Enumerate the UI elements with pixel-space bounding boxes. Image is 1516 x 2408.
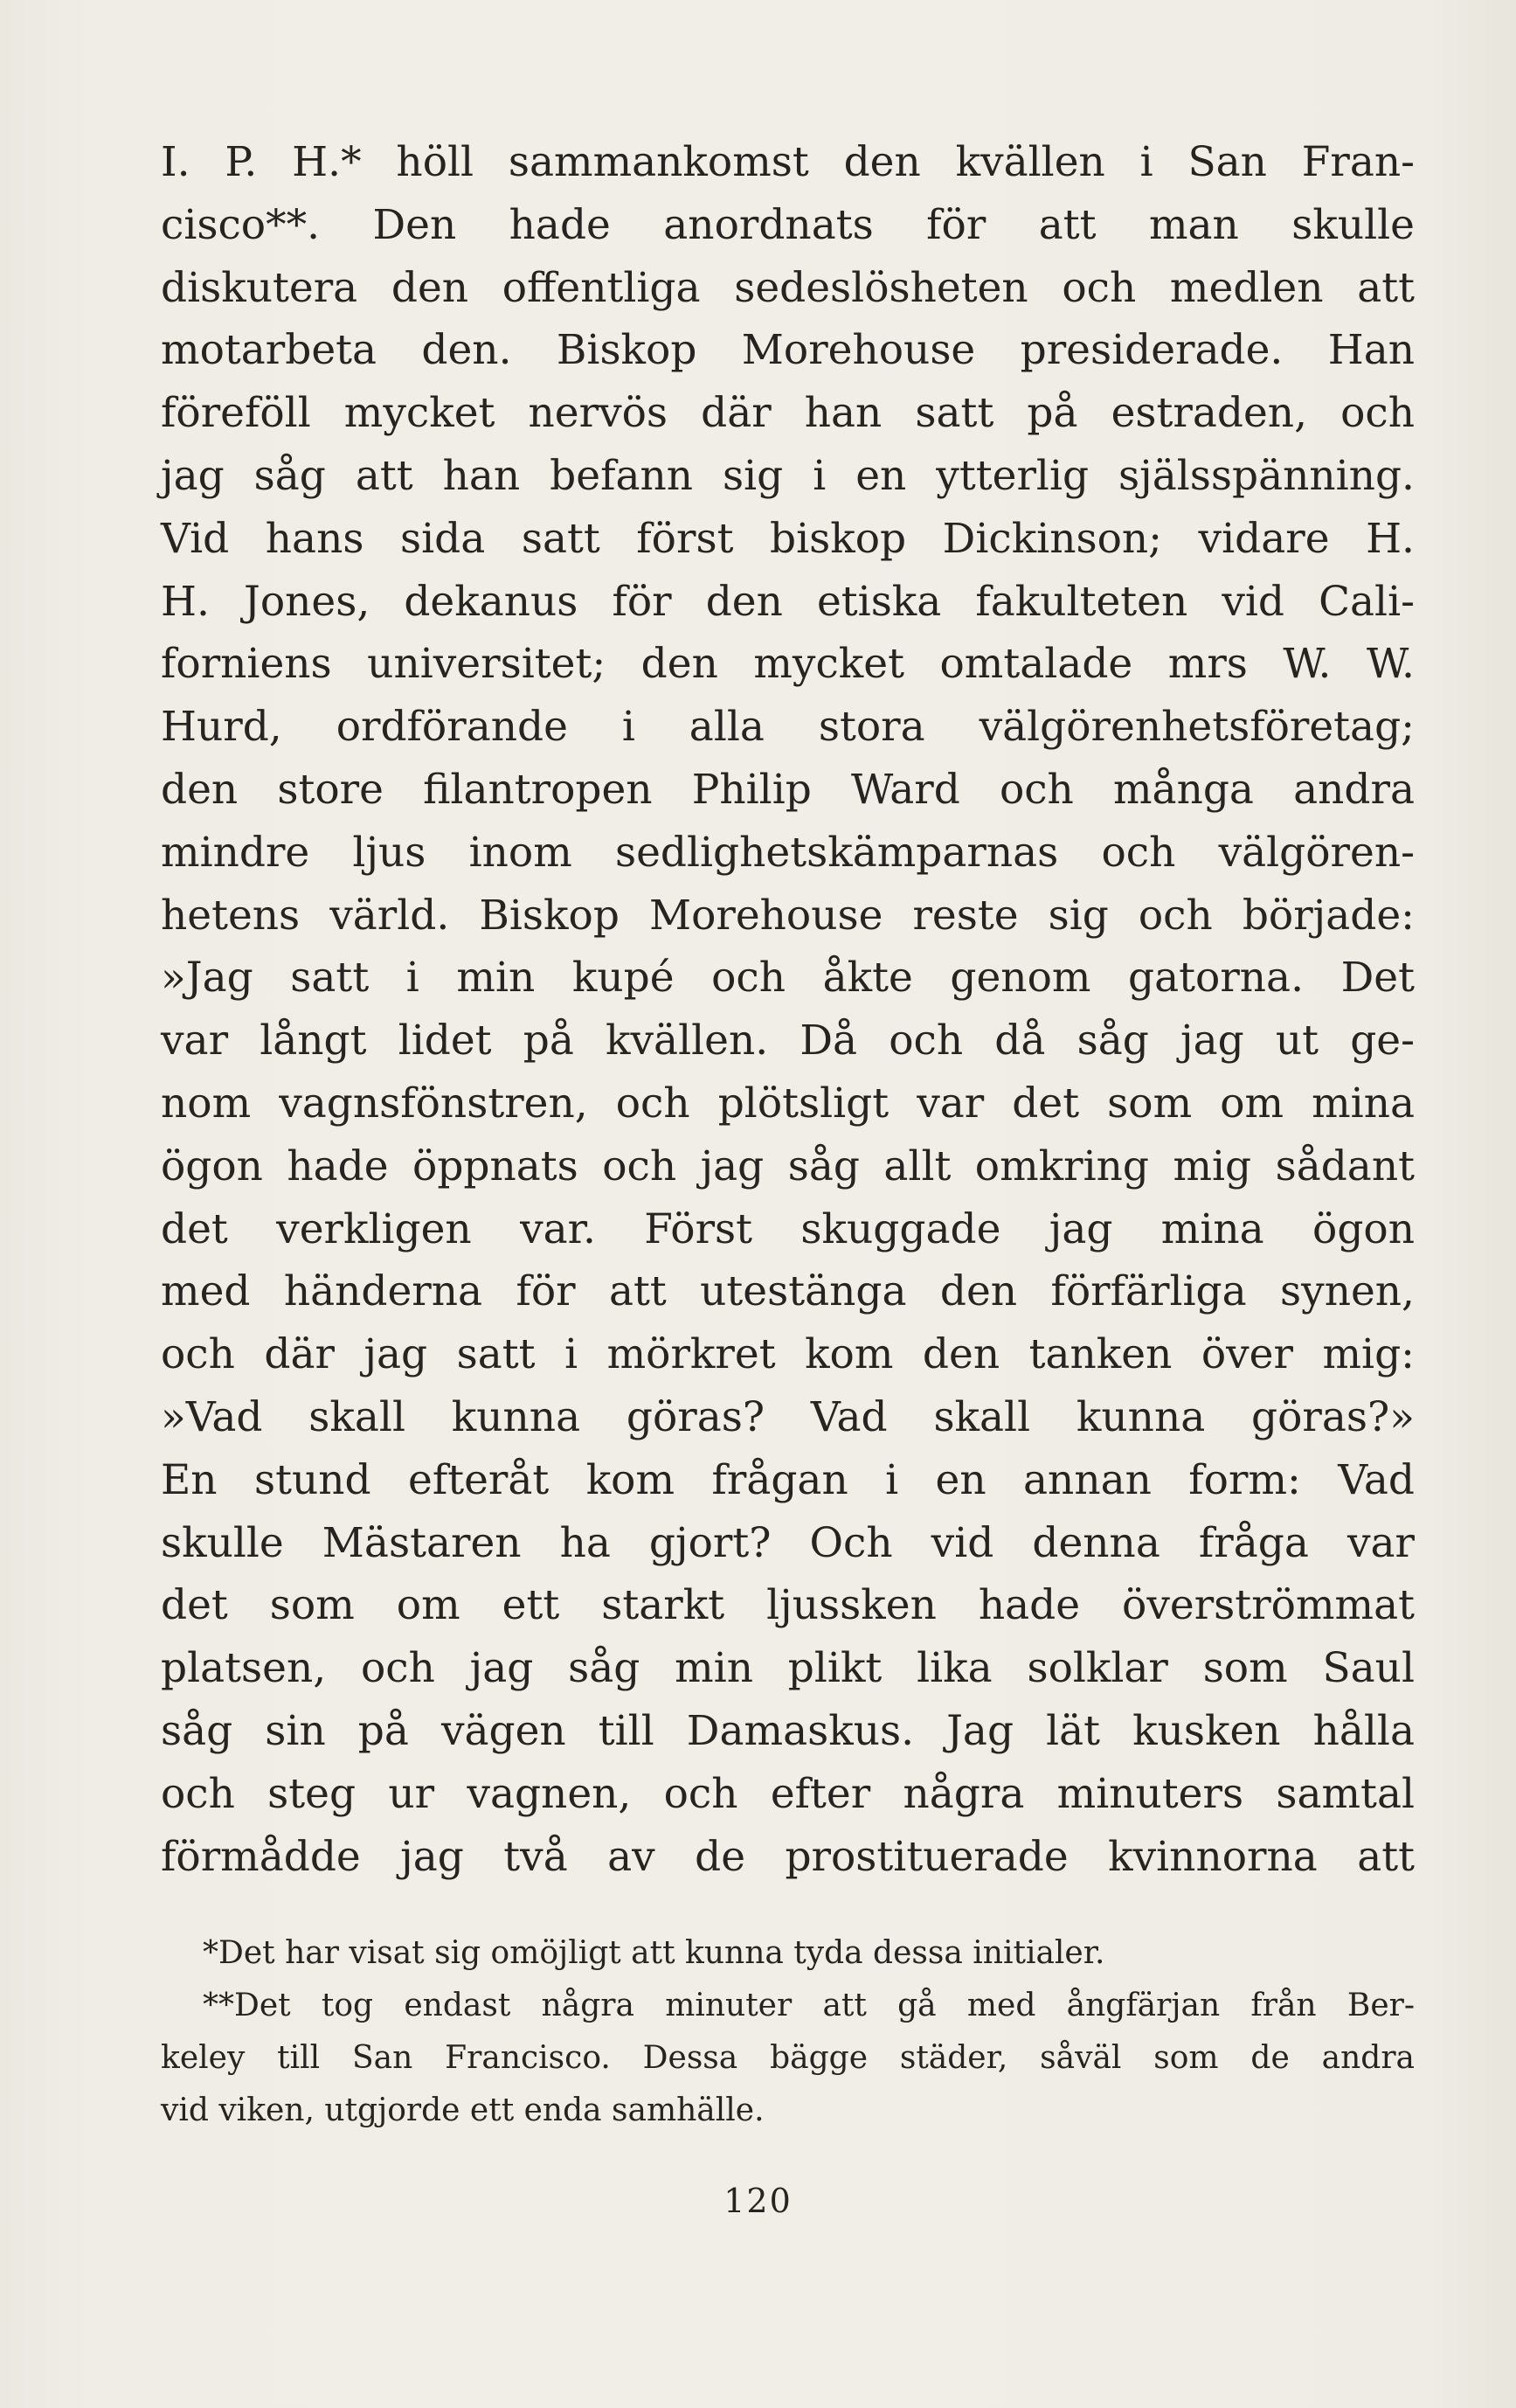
footnote-1: *Det har visat sig omöjligt att kunna tyda dessa initialer. [203,1935,1105,1971]
text-line: det som om ett starkt ljussken hade överströmmat [161,1581,1415,1630]
text-line: »Vad skall kunna göras? Vad skall kunna göras?» [161,1392,1415,1441]
text-line: förmådde jag två av de prostituerade kvinnorna att [161,1832,1415,1881]
footnote-2-line: keley till San Francisco. Dessa bägge städer, såväl som de andra [161,2040,1415,2076]
text-line: det verkligen var. Först skuggade jag mina ögon [161,1204,1415,1253]
text-line: diskutera den offentliga sedeslösheten och medlen att [161,263,1415,312]
text-line: jag såg att han befann sig i en ytterlig själsspänning. [161,451,1415,500]
text-line: nom vagnsfönstren, och plötsligt var det som om mina [161,1079,1415,1128]
text-line: skulle Mästaren ha gjort? Och vid denna fråga var [161,1518,1415,1567]
text-line: och där jag satt i mörkret kom den tanken över mig: [161,1330,1415,1379]
text-line: var långt lidet på kvällen. Då och då såg jag ut ge- [161,1017,1415,1065]
body-text [161,131,1415,1888]
text-line: cisco**. Den hade anordnats för att man skulle [161,200,1415,249]
text-line: Hurd, ordförande i alla stora välgörenhetsföretag; [161,703,1415,752]
text-line: hetens värld. Biskop Morehouse reste sig och började: [161,891,1415,940]
text-line: och steg ur vagnen, och efter några minuters samtal [161,1769,1415,1818]
text-line: mindre ljus inom sedlighetskämparnas och välgören- [161,828,1415,877]
text-line: med händerna för att utestänga den förfärliga synen, [161,1267,1415,1316]
text-line: motarbeta den. Biskop Morehouse presiderade. Han [161,326,1415,375]
page-number: 120 [723,2182,793,2220]
text-line: den store filantropen Philip Ward och många andra [161,765,1415,814]
footnotes [161,1927,1415,2137]
text-line: föreföll mycket nervös där han satt på estraden, och [161,389,1415,438]
text-line: såg sin på vägen till Damaskus. Jag lät kusken hålla [161,1706,1415,1755]
text-line: En stund efteråt kom frågan i en annan form: Vad [161,1455,1415,1504]
text-line: Vid hans sida satt först biskop Dickinson; vidare H. [161,514,1415,563]
footnote-2-line: vid viken, utgjorde ett enda samhälle. [161,2092,765,2128]
text-line: I. P. H.* höll sammankomst den kvällen i San Fran- [161,138,1415,186]
text-line: H. Jones, dekanus för den etiska fakulteten vid Cali- [161,577,1415,626]
footnote-2-line: **Det tog endast några minuter att gå med ångfärjan från Ber- [203,1988,1415,2023]
text-line: platsen, och jag såg min plikt lika solklar som Saul [161,1644,1415,1693]
text-line: »Jag satt i min kupé och åkte genom gatorna. Det [161,954,1415,1003]
text-line: forniens universitet; den mycket omtalade mrs W. W. [161,640,1415,689]
text-line: ögon hade öppnats och jag såg allt omkring mig sådant [161,1142,1415,1190]
